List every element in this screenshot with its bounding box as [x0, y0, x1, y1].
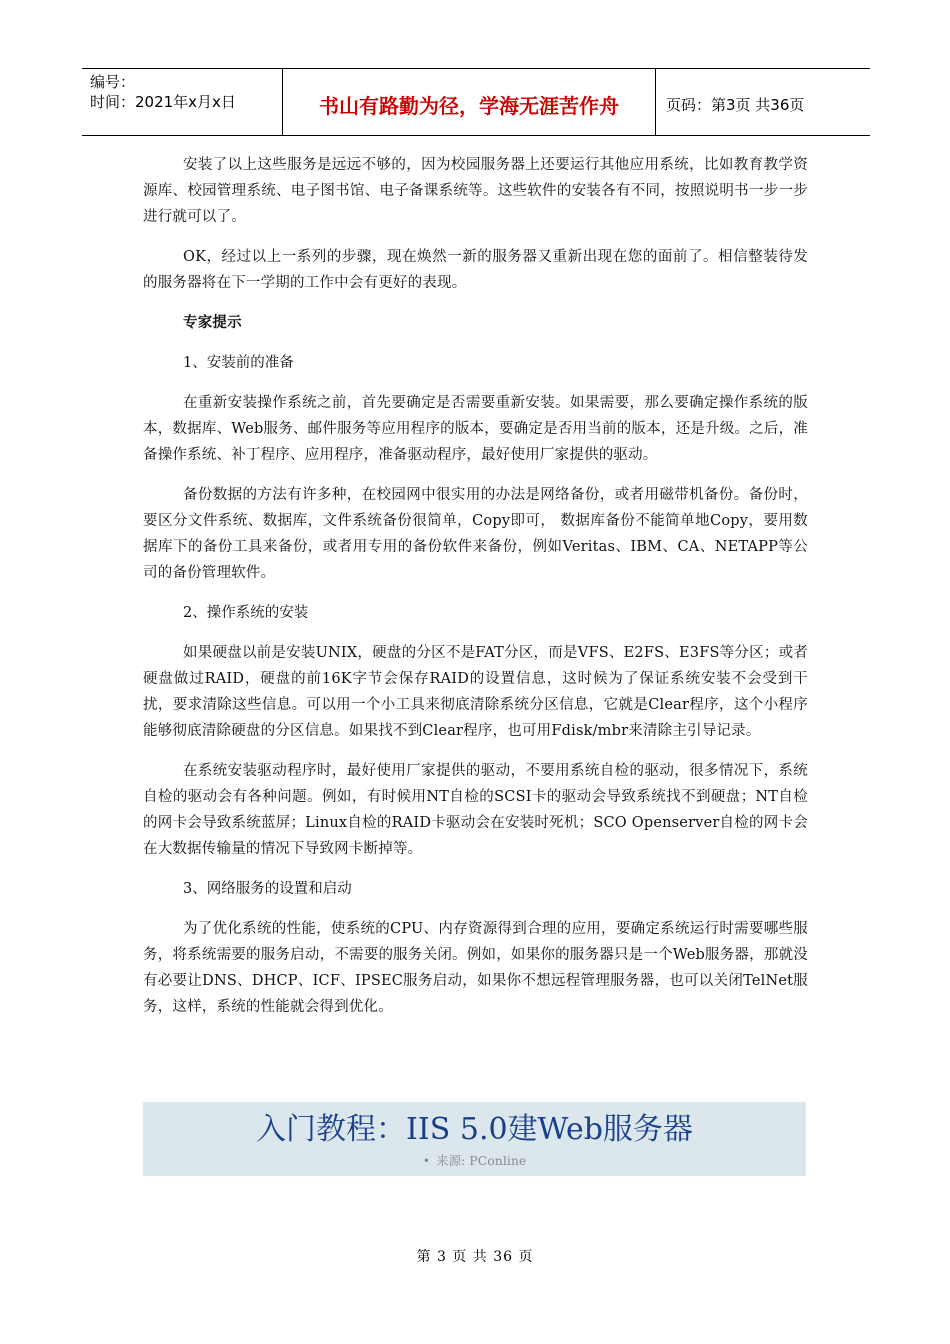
paragraph: 在重新安装操作系统之前，首先要确定是否需要重新安装。如果需要，那么要确定操作系统的版本，数据库、Web服务、邮件服务等应用程序的版本，要确定是否用当前的版本，还是升级。之后，准备操作系统、补丁程序、应用程序，准备驱动程序，最好使用厂家提供的驱动。 — [143, 395, 808, 463]
banner-source-line — [143, 1152, 806, 1170]
paragraph: 如果硬盘以前是安装UNIX，硬盘的分区不是FAT分区，而是VFS、E2FS、E3FS等分区；或者硬盘做过RAID，硬盘的前16K字节会保存RAID的设置信息，这时候为了保证系统安装不会受到干扰，要求清除这些信息。可以用一个小工具来彻底清除系统分区信息，它就是Clear程序，这个小程序能够彻底清除硬盘的分区信息。如果找不到Clear程序，也可用Fdisk/mbr来清除主引导记录。 — [143, 645, 808, 739]
paragraph: 为了优化系统的性能，使系统的CPU、内存资源得到合理的应用，要确定系统运行时需要哪些服务，将系统需要的服务启动，不需要的服务关闭。例如，如果你的服务器只是一个Web服务器，那就没有必要让DNS、DHCP、ICF、IPSEC服务启动，如果你不想远程管理服务器，也可以关闭TelNet服务，这样，系统的性能就会得到优化。 — [143, 921, 808, 1015]
header-time-label: 时间：2021年x月x日 — [90, 93, 236, 111]
paragraph: OK，经过以上一系列的步骤，现在焕然一新的服务器又重新出现在您的面前了。相信整装待发的服务器将在下一学期的工作中会有更好的表现。 — [143, 249, 808, 291]
bullet-icon: • — [422, 1153, 431, 1168]
article-banner — [143, 1102, 806, 1176]
paragraph: 备份数据的方法有许多种，在校园网中很实用的办法是网络备份，或者用磁带机备份。备份时，要区分文件系统、数据库，文件系统备份很简单，Copy即可， 数据库备份不能简单地Copy，要用数据库下的备份工具来备份，或者用专用的备份软件来备份，例如Veritas、IBM、CA、NETAPP等公司的备份管理软件。 — [143, 487, 808, 581]
subsection-heading: 2、操作系统的安装 — [183, 605, 309, 621]
page-footer: 第 3 页 共 36 页 — [416, 1249, 534, 1265]
document-header — [82, 68, 870, 136]
banner-title: 入门教程：IIS 5.0建Web服务器 — [256, 1112, 693, 1147]
document-body — [143, 152, 808, 1034]
paragraph: 在系统安装驱动程序时，最好使用厂家提供的驱动，不要用系统自检的驱动，很多情况下，系统自检的驱动会有各种问题。例如，有时候用NT自检的SCSI卡的驱动会导致系统找不到硬盘；NT自检的网卡会导致系统蓝屏；Linux自检的RAID卡驱动会在安装时死机；SCO Openserver自检的网卡会在大数据传输量的情况下导致网卡断掉等。 — [143, 763, 808, 857]
banner-source: 来源: PConline — [436, 1153, 527, 1168]
header-number-label: 编号： — [90, 73, 136, 91]
header-meta — [82, 69, 282, 135]
subsection-heading: 3、网络服务的设置和启动 — [183, 881, 352, 897]
header-motto: 书山有路勤为径，学海无涯苦作舟 — [282, 69, 656, 135]
section-title: 专家提示 — [183, 315, 242, 331]
paragraph: 安装了以上这些服务是远远不够的，因为校园服务器上还要运行其他应用系统，比如教育教学资源库、校园管理系统、电子图书馆、电子备课系统等。这些软件的安装各有不同，按照说明书一步一步进行就可以了。 — [143, 157, 808, 225]
header-page-code: 页码：第3页 共36页 — [666, 95, 805, 114]
subsection-heading: 1、安装前的准备 — [183, 355, 294, 371]
